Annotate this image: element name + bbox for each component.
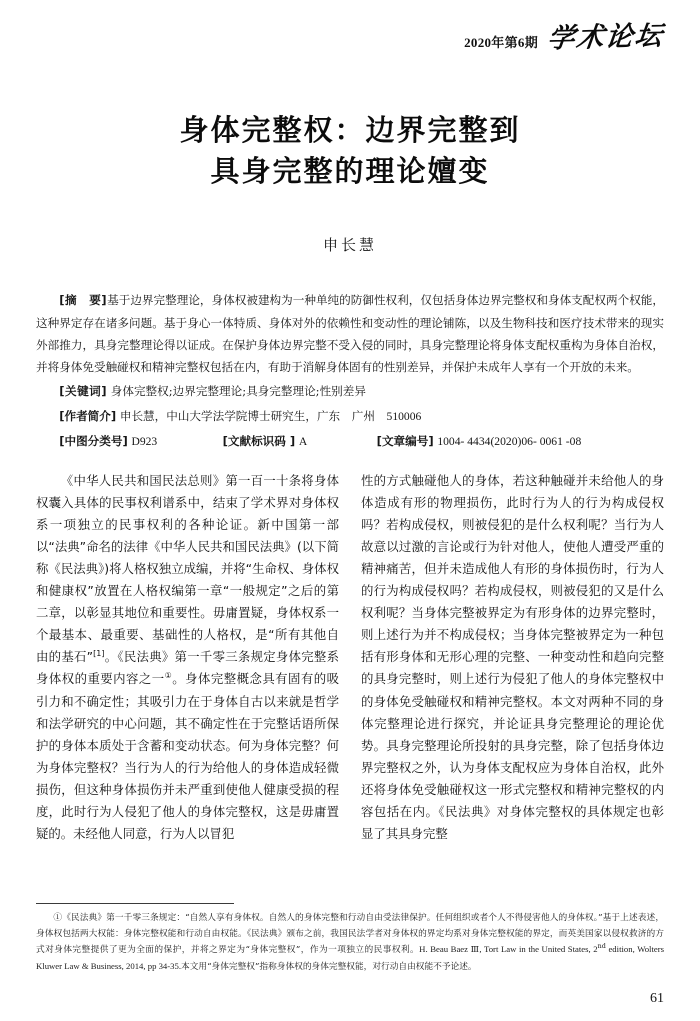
article-id-label: [文章编号] bbox=[376, 434, 434, 449]
left-column bbox=[36, 470, 339, 842]
left-text-part-3: 。身体完整概念具有固有的吸引力和不确定性；其吸引力在于身体自古以来就是哲学和法学研究的中心问题，其不确定性在于完整话语所保护的身体本质处于含蓄和变动状态。何为身体完整？何为身体完整权？当行为人的行为给他人的身体造成轻微损伤，但这种身体损伤并未严重到使他人健康受损的程度，此时行为人侵犯了他人的身体完整权，这是毋庸置疑的。未经他人同意，行为人以冒犯 bbox=[36, 671, 339, 842]
abstract-text: 基于边界完整理论，身体权被建构为一种单纯的防御性权利，仅包括身体边界完整权和身体支配权两个权能，这种界定存在诸多问题。基于身心一体特质、身体对外的依赖性和变动性的理论铺陈，以及生物科技和医疗技术带来的现实外部推力，具身完整理论得以证成。在保护身体边界完整不受入侵的同时，具身完整理论将身体支配权重构为身体自治权，并将身体免受触碰权和精神完整权包括在内，有助于消解身体固有的性别差异，并保护未成年人享有一个开放的未来。 bbox=[36, 293, 664, 375]
journal-title-calligraphy: 学术论坛 bbox=[545, 20, 666, 55]
abstract-block bbox=[36, 289, 664, 453]
left-text-part-1: 《中华人民共和国民法总则》第一百一十条将身体权囊入具体的民事权利谱系中，结束了学术界对身体权系一项独立的民事权利的各种论证。新中国第一部以“法典”命名的法律《中华人民共和国民法典》(以下简称《民法典》)将人格权独立成编，并将“生命权、身体权和健康权”放置在人格权编第一章“一般规定”之后的第二章，以彰显其地位和重要性。毋庸置疑，身体权系一个最基本、最重要、基础性的人格权，是“所有其他自由的基石” bbox=[36, 472, 339, 665]
article-title-line-1: 身体完整权：边界完整到 bbox=[179, 113, 521, 147]
abstract-paragraph bbox=[36, 289, 664, 378]
footnote-citation-prefix: H. Beau Baez Ⅲ, Tort Law in the United States, 2 bbox=[419, 944, 598, 955]
article-title-line-2: 具身完整的理论嬗变 bbox=[210, 154, 490, 189]
reference-marker-1[interactable]: [1] bbox=[93, 649, 105, 659]
body-paragraph: 性的方式触碰他人的身体，若这种触碰并未给他人的身体造成有形的物理损伤，此时行为人的行为构成侵权吗？若构成侵权，则被侵犯的是什么权利呢？当行为人故意以过激的言论或行为针对他人，使他人遭受严重的精神痛苦，但并未造成他人有形的身体损伤时，行为人的行为构成侵权吗？若构成侵权，则被侵犯的又是什么权利呢？当身体完整被界定为有形身体的边界完整时，则上述行为并不构成侵权；当身体完整被界定为一种包括有形身体和无形心理的完整、一种变动性和趋向完整的具身完整时，则上述行为侵犯了他人的身体完整权中的身体免受触碰权和精神完整权。本文对两种不同的身体完整理论进行探究，并论证具身完整理论的理论优势。具身完整理论所投射的具身完整，除了包括身体边界完整权之外，认为身体支配权应为身体自治权，此外还将身体免受触碰权这一形式完整权和精神完整权的内容包括在内。《民法典》对身体完整权的具体规定也彰显了其具身完整 bbox=[361, 472, 664, 842]
author-bio-line bbox=[36, 405, 664, 429]
footnote-citation-rest: edition, Wolters Kluwer Law & Business, 2014, pp 34-35. bbox=[36, 944, 664, 971]
issue-label: 2020年第6期 bbox=[464, 35, 538, 50]
keywords-line bbox=[36, 380, 664, 402]
indices-line bbox=[36, 430, 664, 454]
footnote-marker: ① bbox=[53, 913, 63, 924]
article-title bbox=[36, 110, 664, 192]
document-code-value: A bbox=[298, 435, 308, 449]
footnote-part-2: 本文用“身体完整权”指称身体权的身体完整权能，对行动自由权能不予论述。 bbox=[181, 961, 477, 972]
clc-value: D923 bbox=[131, 435, 158, 449]
footnote-citation-ordinal: nd bbox=[597, 942, 606, 951]
author-name: 申长慧 bbox=[322, 236, 377, 255]
footnote-area bbox=[36, 903, 664, 975]
title-block bbox=[36, 110, 664, 255]
footnote-marker-1[interactable]: ① bbox=[164, 671, 173, 681]
body-columns bbox=[36, 470, 664, 842]
body-paragraph bbox=[36, 470, 339, 842]
footnote-divider bbox=[36, 903, 234, 904]
masthead bbox=[36, 0, 664, 54]
footnote-text bbox=[36, 911, 664, 975]
article-id-value: 1004- 4434(2020)06- 0061 -08 bbox=[437, 435, 582, 449]
keywords-text: 身体完整权;边界完整理论;具身完整理论;性别差异 bbox=[110, 384, 366, 399]
abstract-label: [摘 要] bbox=[59, 293, 108, 308]
author-bio-text: 申长慧，中山大学法学院博士研究生，广东 广州 510006 bbox=[119, 409, 422, 423]
clc-label: [中图分类号] bbox=[59, 434, 128, 449]
left-text-part-2: 。《民法典》第一千零三条规定身体完整系身体权的重要内容之一 bbox=[36, 649, 339, 687]
author-bio-label: [作者简介] bbox=[59, 408, 117, 423]
footnote-part-1: 《民法典》第一千零三条规定：“自然人享有身体权。自然人的身体完整和行动自由受法律保护。任何组织或者个人不得侵害他人的身体权。”基于上述表述，身体权包括两大权能：身体完整权能和行动自由权能。《民法典》颁布之前，我国民法学者对身体权的界定均系对身体完整权能的界定，而英美国家以侵权救济的方式对身体完整提供了更为全面的保护，并将之界定为“身体完整权”，作为一项独立的民事权利。 bbox=[36, 913, 665, 956]
keywords-label: [关键词] bbox=[59, 384, 108, 399]
page-number: 61 bbox=[650, 991, 664, 1006]
document-code-label: [文献标识码 ] bbox=[222, 434, 296, 449]
right-column bbox=[361, 470, 664, 842]
